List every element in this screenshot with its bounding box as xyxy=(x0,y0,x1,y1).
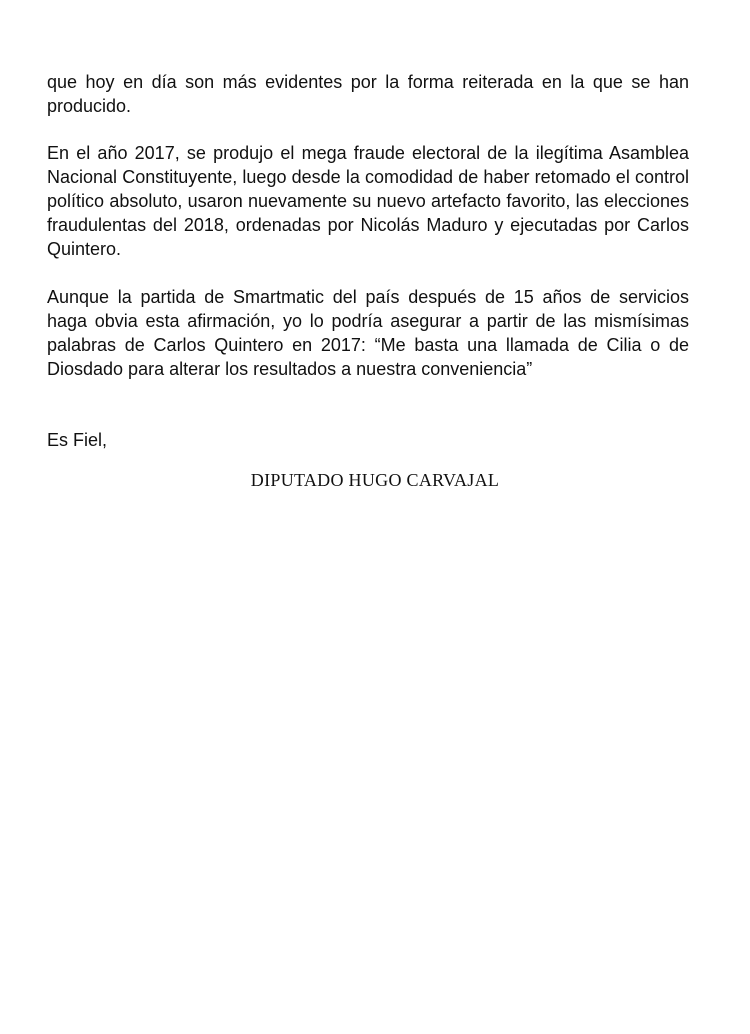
signature-line: DIPUTADO HUGO CARVAJAL xyxy=(250,470,500,490)
paragraph-smartmatic: Aunque la partida de Smartmatic del país después de 15 años de servicios haga obvia esta afirmación, yo lo podría asegurar a partir de las mismísimas palabras de Carlos Quintero en 2017: “Me basta una llamada de Cilia o de Diosdado para alterar los resultados a nuestra conveniencia” xyxy=(47,287,689,379)
paragraph-continuation: que hoy en día son más evidentes por la forma reiterada en la que se han producido. xyxy=(47,72,689,116)
paragraph-electoral-fraud: En el año 2017, se produjo el mega fraude electoral de la ilegítima Asamblea Nacional Constituyente, luego desde la comodidad de haber retomado el control político absoluto, usaron nuevamente su nuevo artefacto favorito, las elecciones fraudulentas del 2018, ordenadas por Nicolás Maduro y ejecutadas por Carlos Quintero. xyxy=(47,143,689,259)
closing-line: Es Fiel, xyxy=(47,430,108,450)
